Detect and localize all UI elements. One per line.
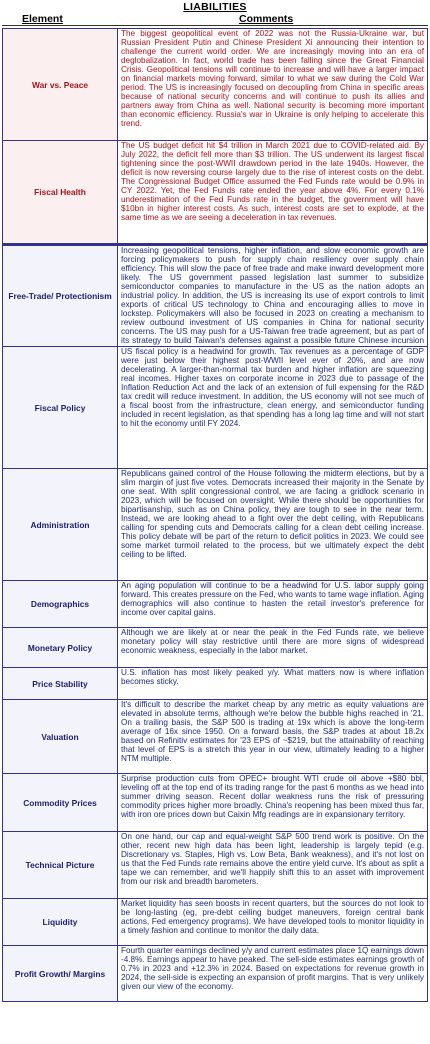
row-comment: It's difficult to describe the market cheap by any metric as equity valuations are elevated in absolute terms, although we're below the bubble highs reached in '21. On a trailing basis, the S&P 500 is trading at 19x which is above the long-term average of 16x since 1950. On a forward basis, the S&P trades at about 18.2x based on Refinitiv estimates for '23 EPS of ~$219, but the attainability of reaching that level of EPS is a stretch this year in our view, ultimately leading to a higher NTM multiple. — [121, 700, 424, 764]
row-comment: Surprise production cuts from OPEC+ brought WTI crude oil above +$80 bbl, leveling off at the top end of its trading range for the past 6 months as we head into summer driving season. Recent dollar weakness runs the risk of pressuring commodity prices higher more broadly. China's reopening has been mixed thus far, with iron ore prices down but Caixin Mfg readings are in expansionary territory. — [121, 774, 424, 820]
table-row-administration — [2, 469, 428, 581]
row-label: Price Stability — [3, 668, 118, 699]
table-row-profit-growth-margins — [2, 946, 428, 1002]
table-row-fiscal-health — [2, 141, 428, 244]
row-label: Monetary Policy — [3, 628, 118, 667]
row-comment: Although we are likely at or near the peak in the Fed Funds rate, we believe monetary policy will stay restrictive until there are more signs of widespread economic weakness, especially in the labor market. — [121, 628, 424, 656]
comments-column-header: Comments — [239, 13, 294, 25]
row-comment: Republicans gained control of the House following the midterm elections, but by a slim margin of just five votes. Democrats increased their majority in the Senate by one seat. With split congressional control, we are facing a gridlock scenario in 2023, which will be focused on oversight. While there should be opportunities for bipartisanship, such as on China policy, they are tough to see in the near term. Instead, we are looking ahead to a fight over the debt ceiling, with Republicans calling for spending cuts and Democrats calling for a clean debt ceiling increase. This policy debate will be part of the return to deficit politics in 2023. We could see some market turmoil related to the process, but we ultimately expect the debt ceiling to be lifted. — [121, 469, 424, 560]
table-row-free-trade-protectionism — [2, 244, 428, 347]
row-label: Fiscal Health — [3, 141, 118, 243]
table-row-war-vs-peace — [2, 28, 428, 141]
table-row-commodity-prices — [2, 774, 428, 832]
row-comment: An aging population will continue to be a headwind for U.S. labor supply going forward. This creates pressure on the Fed, who wants to tame wage inflation. Aging demographics will also continue to hasten the retail investor's preference for income over capital gains. — [121, 581, 424, 618]
row-label: Demographics — [3, 581, 118, 627]
row-comment: On one hand, our cap and equal-weight S&P 500 trend work is positive. On the other, recent new high data has been light, leadership is largely tepid (e.g. Discretionary vs. Staples, High vs. Low Beta, Bank weakness), and it's not lost on us that the Fed Funds rate remains above the entire yield curve. It's about as split a tape we can remember, and we'll happily shift this to an asset with improvement from our risk and breadth barometers. — [121, 832, 424, 887]
page-title: LIABILITIES — [183, 1, 247, 13]
table-row-demographics — [2, 581, 428, 628]
table-row-technical-picture — [2, 832, 428, 899]
row-label: Commodity Prices — [3, 774, 118, 831]
row-label: Technical Picture — [3, 832, 118, 898]
table-row-liquidity — [2, 899, 428, 946]
table-row-price-stability — [2, 668, 428, 700]
row-comment: U.S. inflation has most likely peaked y/y. What matters now is where inflation becomes sticky. — [121, 668, 424, 687]
row-label: Fiscal Policy — [3, 347, 118, 468]
row-label: Profit Growth/ Margins — [3, 946, 118, 1001]
row-comment: US fiscal policy is a headwind for growth. Tax revenues as a percentage of GDP were just below their highest post-WWII level ever of 20%, and are now decelerating. A larger-than-normal tax burden and higher inflation are squeezing real incomes. Higher taxes on corporate income in 2023 due to passage of the Inflation Reduction Act and the lack of an extension of full expensing for the R&D tax credit will reduce investment. In addition, the US economy will not see much of a fiscal boost from the infrastructure, clean energy, and semiconductor funding included in recent legislation, as that spending has a long lag time and will not start to hit the economy until FY 2024. — [121, 347, 424, 429]
row-label: Liquidity — [3, 899, 118, 945]
row-comment: Increasing geopolitical tensions, higher inflation, and slow economic growth are forcing policymakers to push for supply chain resiliency over supply chain efficiency. This will slow the pace of free trade and make inward development more likely. The US government passed legislation last summer to subsidize semiconductor companies to manufacture in the US as the nation adopts an industrial policy. In addition, the US is increasing its use of export controls to limit exports of critical US technology to China and encouraging allies to move in lockstep. Policymakers will also be focused in 2023 on creating a mechanism to review outbound investment of US companies in China for national security concerns. The US may push for a US-Taiwan free trade agreement, but as part of its strategy to build Taiwan's defenses against a possible future Chinese incursion — [121, 246, 424, 346]
row-comment: Fourth quarter earnings declined y/y and current estimates place 1Q earnings down -4.8%. Earnings appear to have peaked. The sell-side estimates earnings growth of 0.7% in 2023 and +12.3% in 2024. Based on expectations for revenue growth in 2024, the sell-side is expecting an expansion of profit margins. That is very unlikely given our view of the economy. — [121, 946, 424, 992]
table-header — [2, 12, 428, 26]
element-column-header: Element — [22, 13, 63, 25]
row-label: Administration — [3, 469, 118, 580]
liabilities-table — [2, 28, 428, 1002]
table-row-monetary-policy — [2, 628, 428, 668]
row-label: Free-Trade/ Protectionism — [3, 246, 118, 346]
row-label: War vs. Peace — [3, 29, 118, 140]
table-row-valuation — [2, 700, 428, 774]
row-label: Valuation — [3, 700, 118, 773]
row-comment: Market liquidity has seen boosts in recent quarters, but the sources do not look to be long-lasting (eg, pre-debt ceiling budget maneuvers, foreign central bank actions, Fed emergency programs). We have developed tools to monitor liquidity in a timely fashion and continue to monitor the daily data. — [121, 899, 424, 936]
row-comment: The US budget deficit hit $4 trillion in March 2021 due to COVID-related aid. By July 2022, the deficit fell more than $3 trillion. The US underwent its largest fiscal tightening since the post-WWII drawdown period in the late 1940s. However, the deficit is now reversing course largely due to the rise of interest costs on the debt. The Congressional Budget Office assumed the Fed Funds rate would be 0.9% in CY 2022. Yet, the Fed Funds rate ended the year above 4%. For every 0.1% underestimation of the Fed Funds rate in the budget, the government will have $10bn in higher interest costs. As such, interest costs are set to explode, at the same time as we are seeing a deceleration in tax revenues. — [121, 141, 424, 223]
table-row-fiscal-policy — [2, 347, 428, 469]
row-comment: The biggest geopolitical event of 2022 was not the Russia-Ukraine war, but Russian President Putin and Chinese President Xi announcing their intention to challenge the current world order. We are increasingly moving into an era of deglobalization. In fact, world trade has been falling since the Great Financial Crisis. Geopolitical tensions will continue to increase and will have a larger impact on financial markets moving forward, similar to what we saw during the Cold War period. The US is increasingly focused on decoupling from China in specific areas because of national security concerns and will continue to push its allies and partners away from China as well. National security is becoming more important than economic efficiency. Russia's war in Ukraine is only helping to accelerate this trend. — [121, 29, 424, 129]
